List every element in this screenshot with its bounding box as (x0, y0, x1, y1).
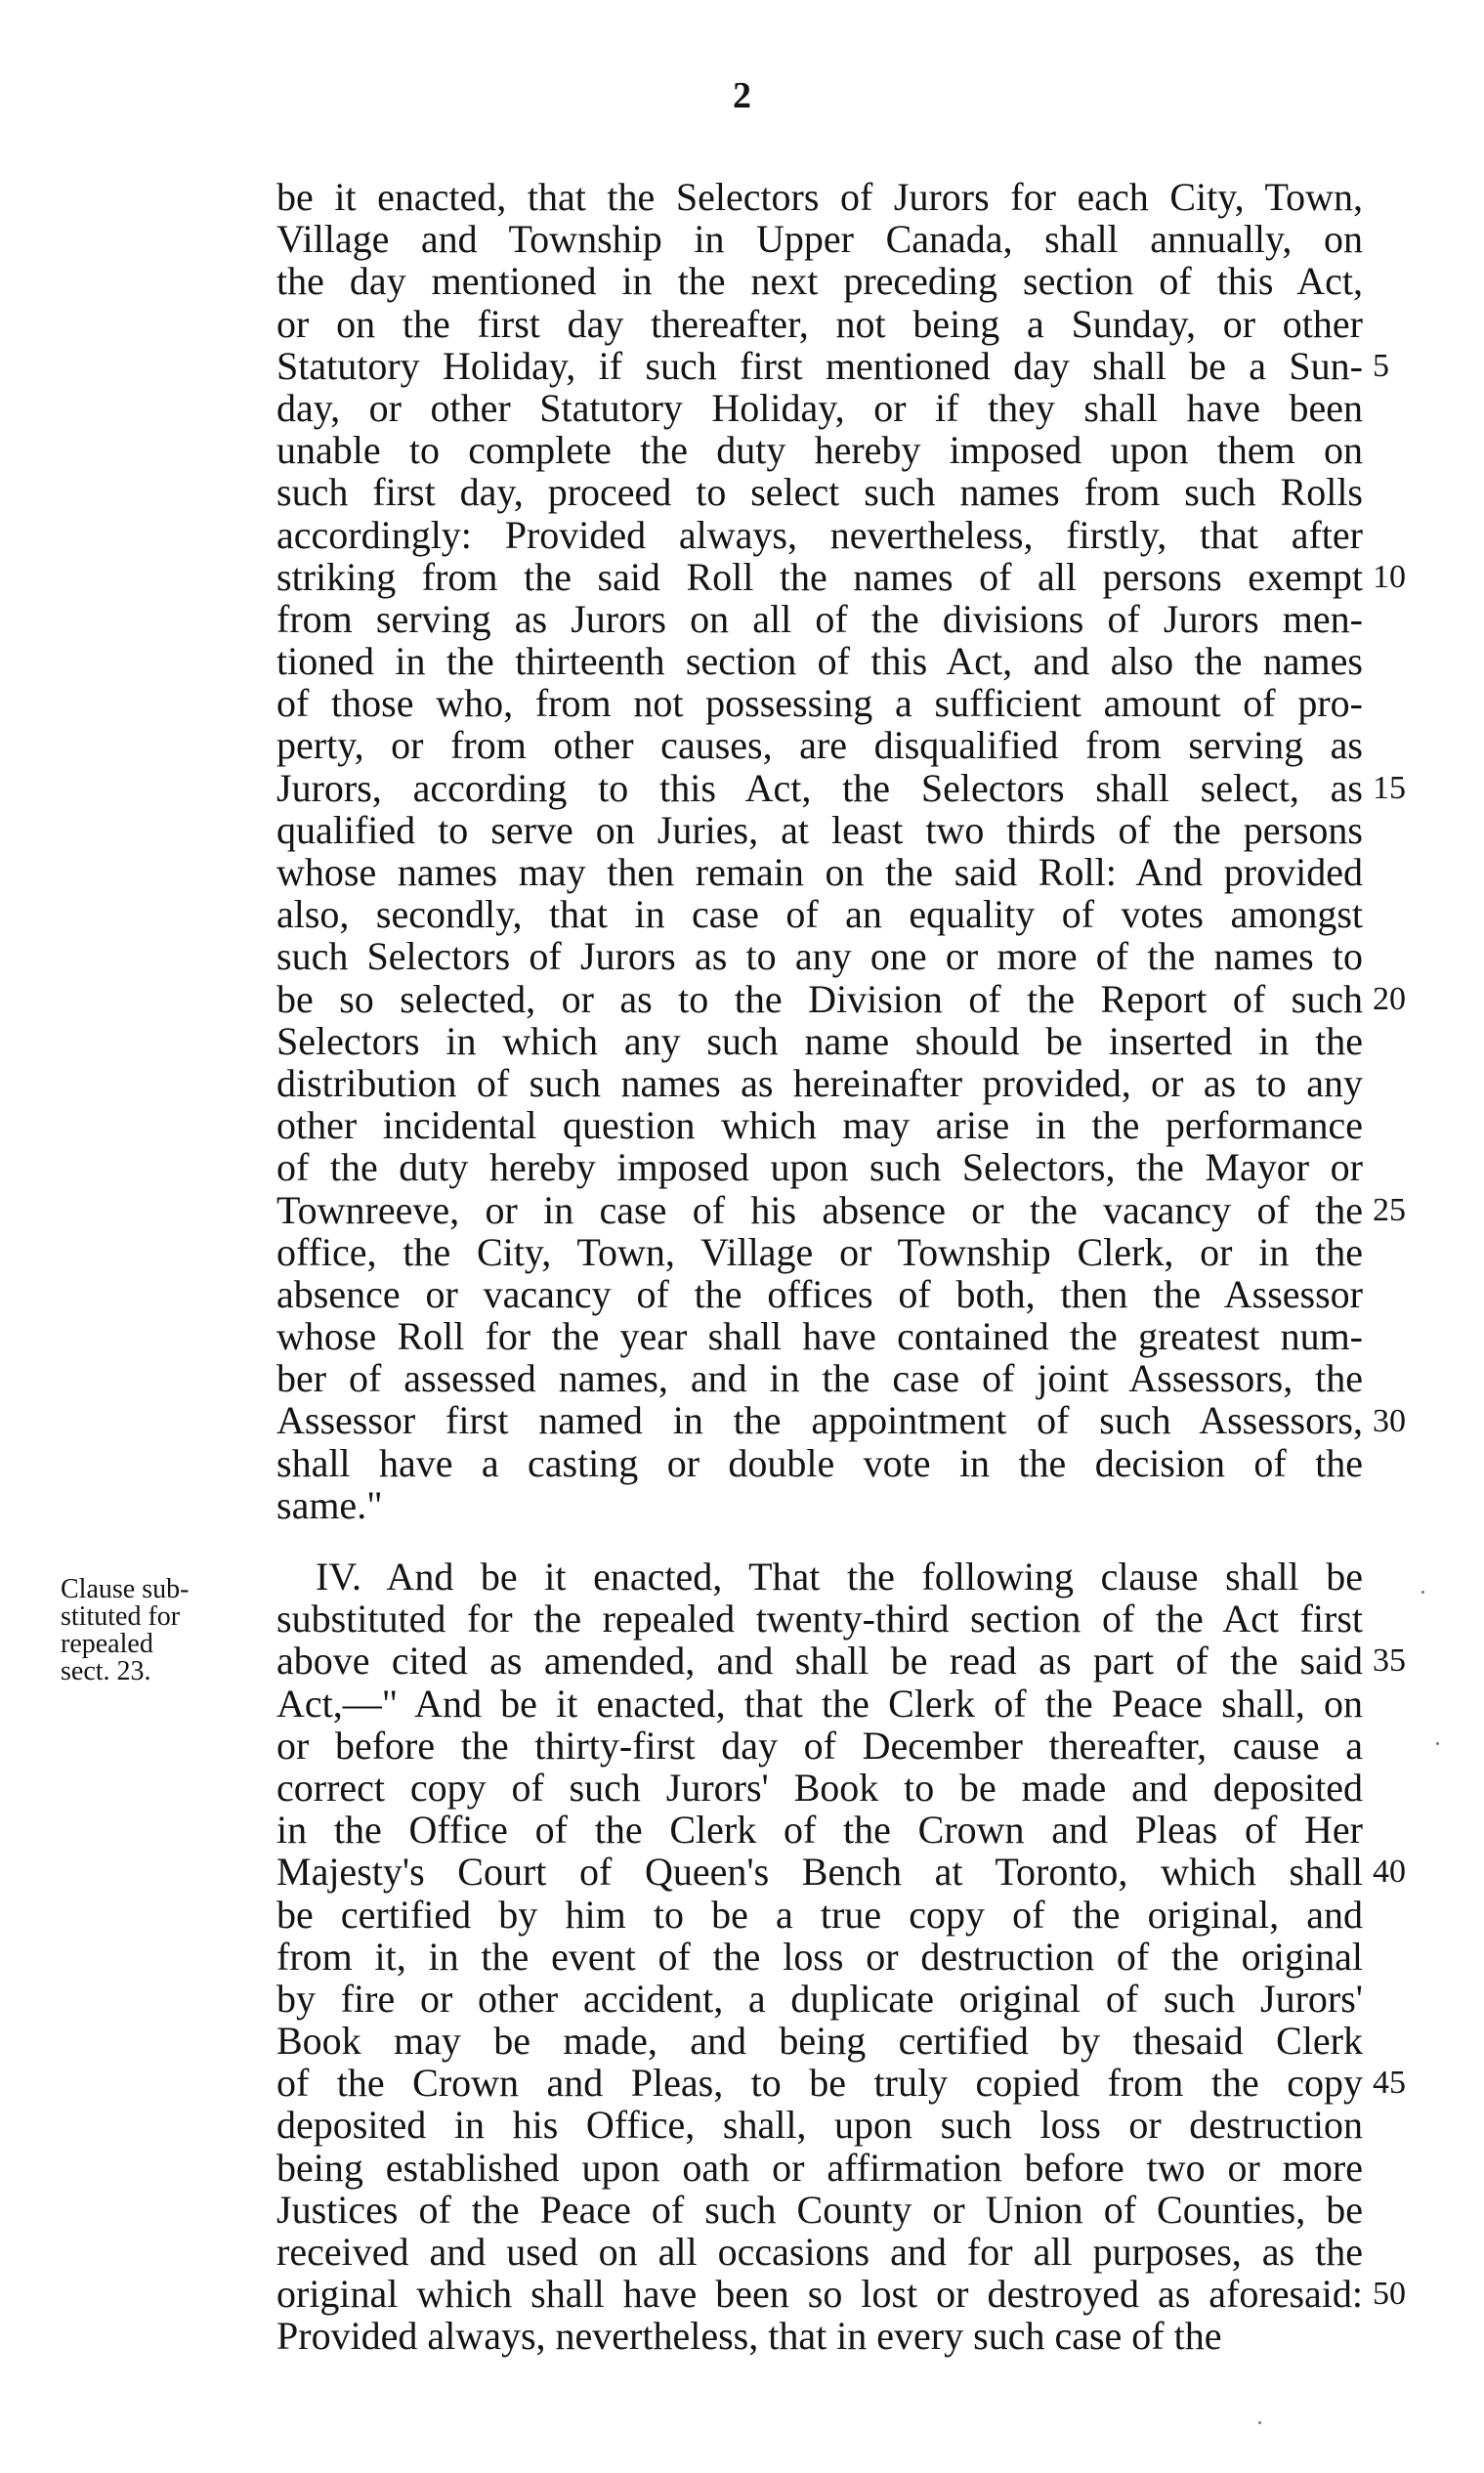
paper-speck (1421, 1591, 1424, 1594)
text-line: whose Roll for the year shall have contained the greatest num- (276, 1314, 1363, 1359)
text-line: Selectors in which any such name should be inserted in the (276, 1018, 1363, 1063)
text-line: also, secondly, that in case of an equality of votes amongst (276, 892, 1363, 937)
text-line: qualified to serve on Juries, at least two thirds of the persons (276, 807, 1363, 852)
text-line: such Selectors of Jurors as to any one or more of the names to (276, 934, 1363, 979)
text-line: day, or other Statutory Holiday, or if they shall have been (276, 385, 1363, 430)
text-line: Justices of the Peace of such County or Union of Counties, be (276, 2187, 1363, 2232)
text-line: original which shall have been so lost or destroyed as aforesaid: (276, 2272, 1363, 2317)
text-line: Assessor first named in the appointment of such Assessors, (276, 1398, 1363, 1443)
text-line: substituted for the repealed twenty-third section of the Act first (276, 1597, 1363, 1642)
line-number: 5 (1373, 347, 1389, 384)
text-line: Townreeve, or in case of his absence or the vacancy of the (276, 1187, 1363, 1232)
text-line: shall have a casting or double vote in the decision of the (276, 1440, 1363, 1485)
text-line: distribution of such names as hereinafter provided, or as to any (276, 1060, 1363, 1105)
text-line: tioned in the thirteenth section of this Act, and also the names (276, 639, 1363, 684)
text-line: office, the City, Town, Village or Township Clerk, or in the (276, 1229, 1363, 1274)
text-line: accordingly: Provided always, nevertheless, firstly, that after (276, 512, 1363, 557)
text-line: Book may be made, and being certified by thesaid Clerk (276, 2019, 1363, 2064)
text-line: deposited in his Office, shall, upon such loss or destruction (276, 2103, 1363, 2148)
text-line: by fire or other accident, a duplicate original of such Jurors' (276, 1976, 1363, 2021)
text-line: correct copy of such Jurors' Book to be made and deposited (276, 1765, 1363, 1810)
line-number: 50 (1373, 2276, 1406, 2313)
line-number: 20 (1373, 980, 1406, 1017)
margin-note-line: stituted for (61, 1601, 181, 1632)
text-line: IV. And be it enacted, That the following clause shall be (316, 1555, 1363, 1599)
text-line: or on the first day thereafter, not being a Sunday, or other (276, 301, 1363, 346)
text-line: above cited as amended, and shall be read as part of the said (276, 1639, 1363, 1684)
text-line: of those who, from not possessing a sufficient amount of pro- (276, 681, 1363, 726)
text-line: Statutory Holiday, if such first mentioned day shall be a Sun- (276, 343, 1363, 388)
paper-speck (1258, 2421, 1261, 2424)
margin-note-line: repealed (61, 1629, 153, 1659)
text-line: from it, in the event of the loss or destruction of the original (276, 1934, 1363, 1979)
line-number: 35 (1373, 1642, 1406, 1680)
line-number: 40 (1373, 1854, 1406, 1891)
paper-speck (1436, 1742, 1439, 1745)
text-line: be certified by him to be a true copy of the original, and (276, 1892, 1363, 1937)
text-line: other incidental question which may arise in the performance (276, 1103, 1363, 1148)
text-line: Village and Township in Upper Canada, shall annually, on (276, 217, 1363, 262)
text-line: such first day, proceed to select such names from such Rolls (276, 470, 1363, 515)
text-line: from serving as Jurors on all of the divisions of Jurors men- (276, 596, 1363, 641)
text-line: the day mentioned in the next preceding section of this Act, (276, 259, 1363, 304)
text-line: or before the thirty-first day of December thereafter, cause a (276, 1723, 1363, 1768)
text-line: Majesty's Court of Queen's Bench at Toronto, which shall (276, 1850, 1363, 1895)
line-number: 45 (1373, 2065, 1406, 2102)
text-line: being established upon oath or affirmation before two or more (276, 2145, 1363, 2190)
text-line: absence or vacancy of the offices of both, then the Assessor (276, 1271, 1363, 1316)
text-line: ber of assessed names, and in the case of joint Assessors, the (276, 1356, 1363, 1401)
text-line: unable to complete the duty hereby imposed upon them on (276, 428, 1363, 473)
text-line: same." (276, 1482, 383, 1527)
text-line: Provided always, nevertheless, that in every such case of the (276, 2314, 1222, 2359)
line-number: 30 (1373, 1402, 1406, 1439)
text-line: whose names may then remain on the said Roll: And provided (276, 850, 1363, 894)
text-line: be so selected, or as to the Division of the Report of such (276, 976, 1363, 1021)
paragraph-1 (276, 176, 1363, 1526)
line-number: 25 (1373, 1191, 1406, 1228)
paragraph-2 (276, 1556, 1363, 2358)
margin-note-line: Clause sub- (61, 1574, 190, 1604)
text-line: Act,—" And be it enacted, that the Clerk of the Peace shall, on (276, 1681, 1363, 1726)
text-line: in the Office of the Clerk of the Crown and Pleas of Her (276, 1808, 1363, 1853)
text-line: received and used on all occasions and for all purposes, as the (276, 2230, 1363, 2274)
text-line: be it enacted, that the Selectors of Jurors for each City, Town, (276, 175, 1363, 219)
margin-note-line: sect. 23. (61, 1656, 151, 1686)
text-line: of the Crown and Pleas, to be truly copied from the copy (276, 2061, 1363, 2106)
text-line: striking from the said Roll the names of all persons exempt (276, 554, 1363, 599)
margin-note (61, 1576, 256, 1685)
line-number: 15 (1373, 769, 1406, 806)
line-number: 10 (1373, 558, 1406, 595)
text-line: of the duty hereby imposed upon such Selectors, the Mayor or (276, 1145, 1363, 1190)
text-line: Jurors, according to this Act, the Selectors shall select, as (276, 765, 1363, 810)
text-line: perty, or from other causes, are disqualified from serving as (276, 723, 1363, 768)
page-number: 2 (733, 75, 751, 116)
